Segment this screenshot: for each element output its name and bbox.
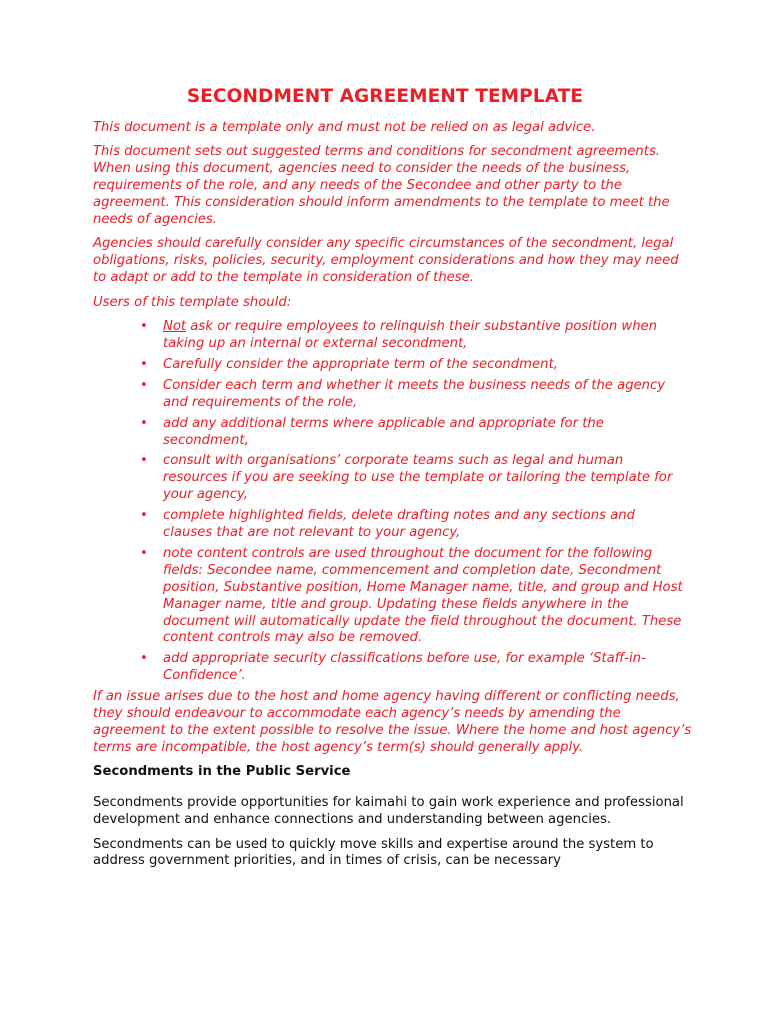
bullet-icon: • (140, 319, 148, 335)
purpose-paragraph: This document sets out suggested terms and conditions for secondment agreements. When using this document, agencies need to consider the needs of the business, requirements of the role, and any needs of the Secondee and other party to the agreement. This consideration should inform amendments to the template to meet the needs of agencies. (93, 144, 670, 228)
list-item-text: consult with organisations’ corporate teams such as legal and human resources if you are seeking to use the template or tailoring the template for your agency, (163, 453, 673, 503)
list-item (93, 357, 693, 374)
list-item-text: ask or require employees to relinquish their substantive position when taking up an internal or external secondment, (163, 319, 658, 351)
bullet-icon: • (140, 545, 148, 561)
document-body (93, 120, 693, 878)
list-item-text: add any additional terms where applicable and appropriate for the secondment, (163, 415, 604, 448)
list-item (93, 453, 693, 504)
list-item (93, 378, 693, 412)
list-item-text: note content controls are used throughout the document for the following fields: Secondee name, commencement and completion date, Secondment position, Substantive position, Home Manager name, title, and group and Host Manager name, title and group. Updating these fields anywhere in the document will automatically update the field throughout the document. These content controls may also be removed. (163, 545, 683, 646)
list-item (93, 319, 693, 353)
list-item (93, 416, 693, 450)
underlined-not: Not (163, 319, 187, 335)
disclaimer-paragraph: This document is a template only and must not be relied on as legal advice. (93, 120, 596, 135)
guidance-list (93, 319, 693, 685)
list-item (93, 651, 693, 685)
bullet-icon: • (140, 356, 148, 372)
list-item-text: complete highlighted fields, delete drafting notes and any sections and clauses that are not relevant to your agency, (163, 508, 635, 541)
section-paragraph: Secondments can be used to quickly move skills and expertise around the system to address government priorities, and in times of crisis, can be necessary (93, 836, 654, 869)
bullet-icon: • (140, 651, 148, 667)
considerations-paragraph: Agencies should carefully consider any specific circumstances of the secondment, legal obligations, risks, policies, security, employment considerations and how they may need to adapt or add to the template in consideration of these. (93, 236, 679, 286)
bullet-icon: • (140, 508, 148, 524)
section-paragraph: Secondments provide opportunities for kaimahi to gain work experience and professional development and enhance connections and understanding between agencies. (93, 795, 684, 828)
users-should-paragraph: Users of this template should: (93, 294, 292, 310)
bullet-icon: • (140, 453, 148, 469)
list-item-text: add appropriate security classifications before use, for example ‘Staff-in-Confidence’. (163, 651, 646, 684)
bullet-icon: • (140, 377, 148, 393)
list-item (93, 546, 693, 647)
list-item-text: Consider each term and whether it meets the business needs of the agency and requirements of the role, (163, 377, 666, 410)
list-item (93, 508, 693, 542)
conflict-note-paragraph: If an issue arises due to the host and home agency having different or conflicting needs, they should endeavour to accommodate each agency’s needs by amending the agreement to the extent possible to resolve the issue. Where the home and host agency’s terms are incompatible, the host agency’s term(s) should generally apply. (93, 689, 692, 755)
document-title: SECONDMENT AGREEMENT TEMPLATE (186, 86, 584, 107)
section-heading: Secondments in the Public Service (93, 764, 351, 780)
list-item-text: Carefully consider the appropriate term of the secondment, (163, 356, 558, 372)
bullet-icon: • (140, 415, 148, 431)
